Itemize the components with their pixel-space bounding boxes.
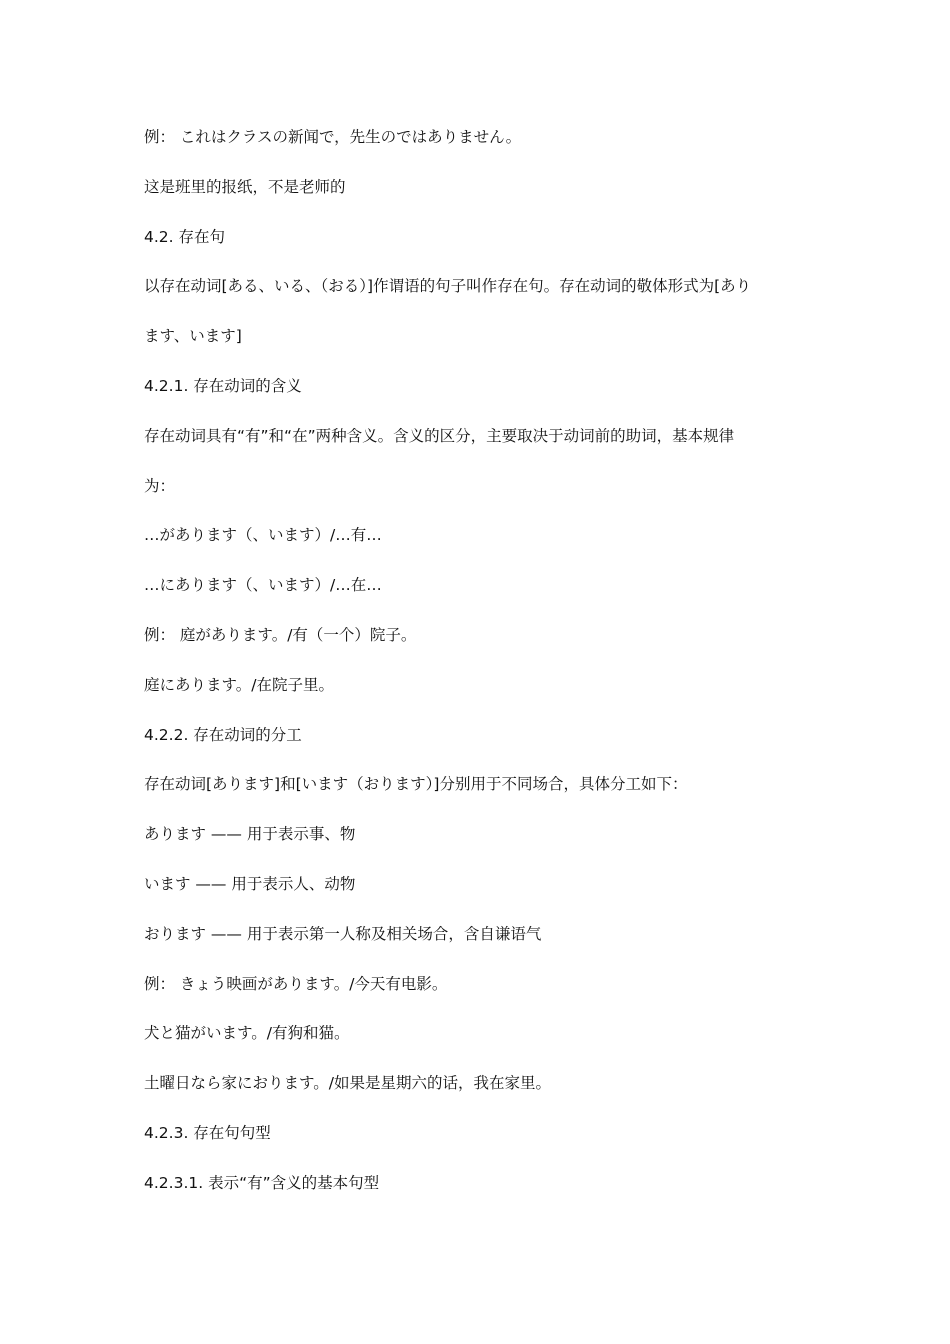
- example-sentence-line: 例： 庭があります。/有（一个）院子。: [144, 625, 417, 644]
- paragraph-line: 存在动词[あります]和[います（おります）]分别用于不同场合，具体分工如下：: [144, 775, 688, 794]
- paragraph-line: 以存在动词[ある、いる、（おる）]作谓语的句子叫作存在句。存在动词的敬体形式为[あり: [144, 277, 752, 296]
- paragraph-line: 为：: [144, 476, 176, 495]
- example-sentence-line: 例： きょう映画があります。/今天有电影。: [144, 974, 448, 993]
- paragraph-line: 存在动词具有“有”和“在”两种含义。含义的区分，主要取决于动词前的助词，基本规律: [144, 426, 735, 445]
- section-heading-4-2-2: 4.2.2. 存在动词的分工: [144, 725, 302, 744]
- section-heading-4-2-3-1: 4.2.3.1. 表示“有”含义的基本句型: [144, 1173, 380, 1192]
- usage-line: あります —— 用于表示事、物: [144, 825, 356, 844]
- translation-line: 这是班里的报纸，不是老师的: [144, 177, 346, 196]
- example-sentence-line: 例： これはクラスの新闻で，先生のではありません。: [144, 128, 522, 146]
- section-heading-4-2: 4.2. 存在句: [144, 227, 226, 246]
- paragraph-line: ます、います]: [144, 327, 242, 346]
- section-heading-4-2-1: 4.2.1. 存在动词的含义: [144, 376, 302, 395]
- usage-line: います —— 用于表示人、动物: [144, 874, 356, 893]
- example-sentence-line: 犬と猫がいます。/有狗和猫。: [144, 1024, 350, 1043]
- usage-line: おります —— 用于表示第一人称及相关场合，含自谦语气: [144, 924, 542, 943]
- pattern-line: …にあります（、います）/…在…: [144, 576, 382, 595]
- section-heading-4-2-3: 4.2.3. 存在句句型: [144, 1123, 271, 1142]
- document-body: [144, 124, 814, 1220]
- pattern-line: …があります（、います）/…有…: [144, 526, 382, 545]
- example-sentence-line: 土曜日なら家におります。/如果是星期六的话，我在家里。: [144, 1074, 551, 1093]
- example-sentence-line: 庭にあります。/在院子里。: [144, 675, 334, 694]
